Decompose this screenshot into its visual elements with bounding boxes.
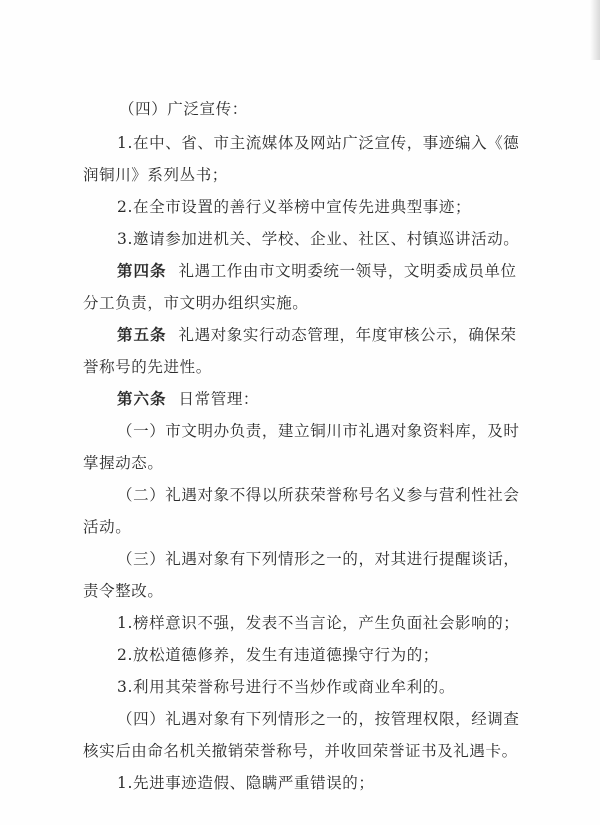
- article-text: 礼遇对象实行动态管理，年度审核公示，确保荣: [178, 326, 517, 344]
- paragraph-line: 掌握动态。: [83, 454, 164, 472]
- article-paragraph: [117, 260, 517, 282]
- paragraph-line: 2.放松道德修养，发生有违道德操守行为的；: [117, 646, 439, 664]
- paragraph-line: 3.邀请参加进机关、学校、企业、社区、村镇巡讲活动。: [117, 230, 520, 248]
- paragraph-line: 2.在全市设置的善行义举榜中宣传先进典型事迹；: [117, 198, 472, 216]
- article-label: 第六条: [117, 389, 167, 408]
- paragraph-line: （三）礼遇对象有下列情形之一的，对其进行提醒谈话，: [117, 550, 520, 568]
- paragraph-line: 责令整改。: [83, 582, 164, 600]
- paragraph-line: 誉称号的先进性。: [83, 358, 212, 376]
- paragraph-line: 3.利用其荣誉称号进行不当炒作或商业牟利的。: [117, 678, 455, 696]
- article-text: 日常管理：: [178, 390, 260, 408]
- article-paragraph: [117, 388, 259, 410]
- paragraph-line: 分工负责，市文明办组织实施。: [83, 294, 309, 312]
- article-paragraph: [117, 324, 517, 346]
- paragraph-line: 活动。: [83, 518, 132, 536]
- paragraph-line: 润铜川》系列丛书；: [83, 166, 228, 184]
- article-text: 礼遇工作由市文明委统一领导，文明委成员单位: [178, 262, 517, 280]
- article-label: 第五条: [117, 325, 167, 344]
- paragraph-line: （二）礼遇对象不得以所获荣誉称号名义参与营利性社会: [117, 486, 520, 504]
- scan-edge-shadow: [590, 0, 600, 60]
- paragraph-line: 1.先进事迹造假、隐瞒严重错误的；: [117, 774, 375, 792]
- paragraph-line: 1.榜样意识不强，发表不当言论，产生负面社会影响的；: [117, 614, 520, 632]
- paragraph-line: 1.在中、省、市主流媒体及网站广泛宣传，事迹编入《德: [117, 134, 520, 152]
- paragraph-line: （一）市文明办负责，建立铜川市礼遇对象资料库，及时: [117, 422, 520, 440]
- article-label: 第四条: [117, 261, 167, 280]
- section-heading: （四）广泛宣传：: [119, 100, 248, 118]
- paragraph-line: （四）礼遇对象有下列情形之一的，按管理权限，经调查: [117, 710, 520, 728]
- paragraph-line: 核实后由命名机关撤销荣誉称号，并收回荣誉证书及礼遇卡。: [83, 742, 518, 760]
